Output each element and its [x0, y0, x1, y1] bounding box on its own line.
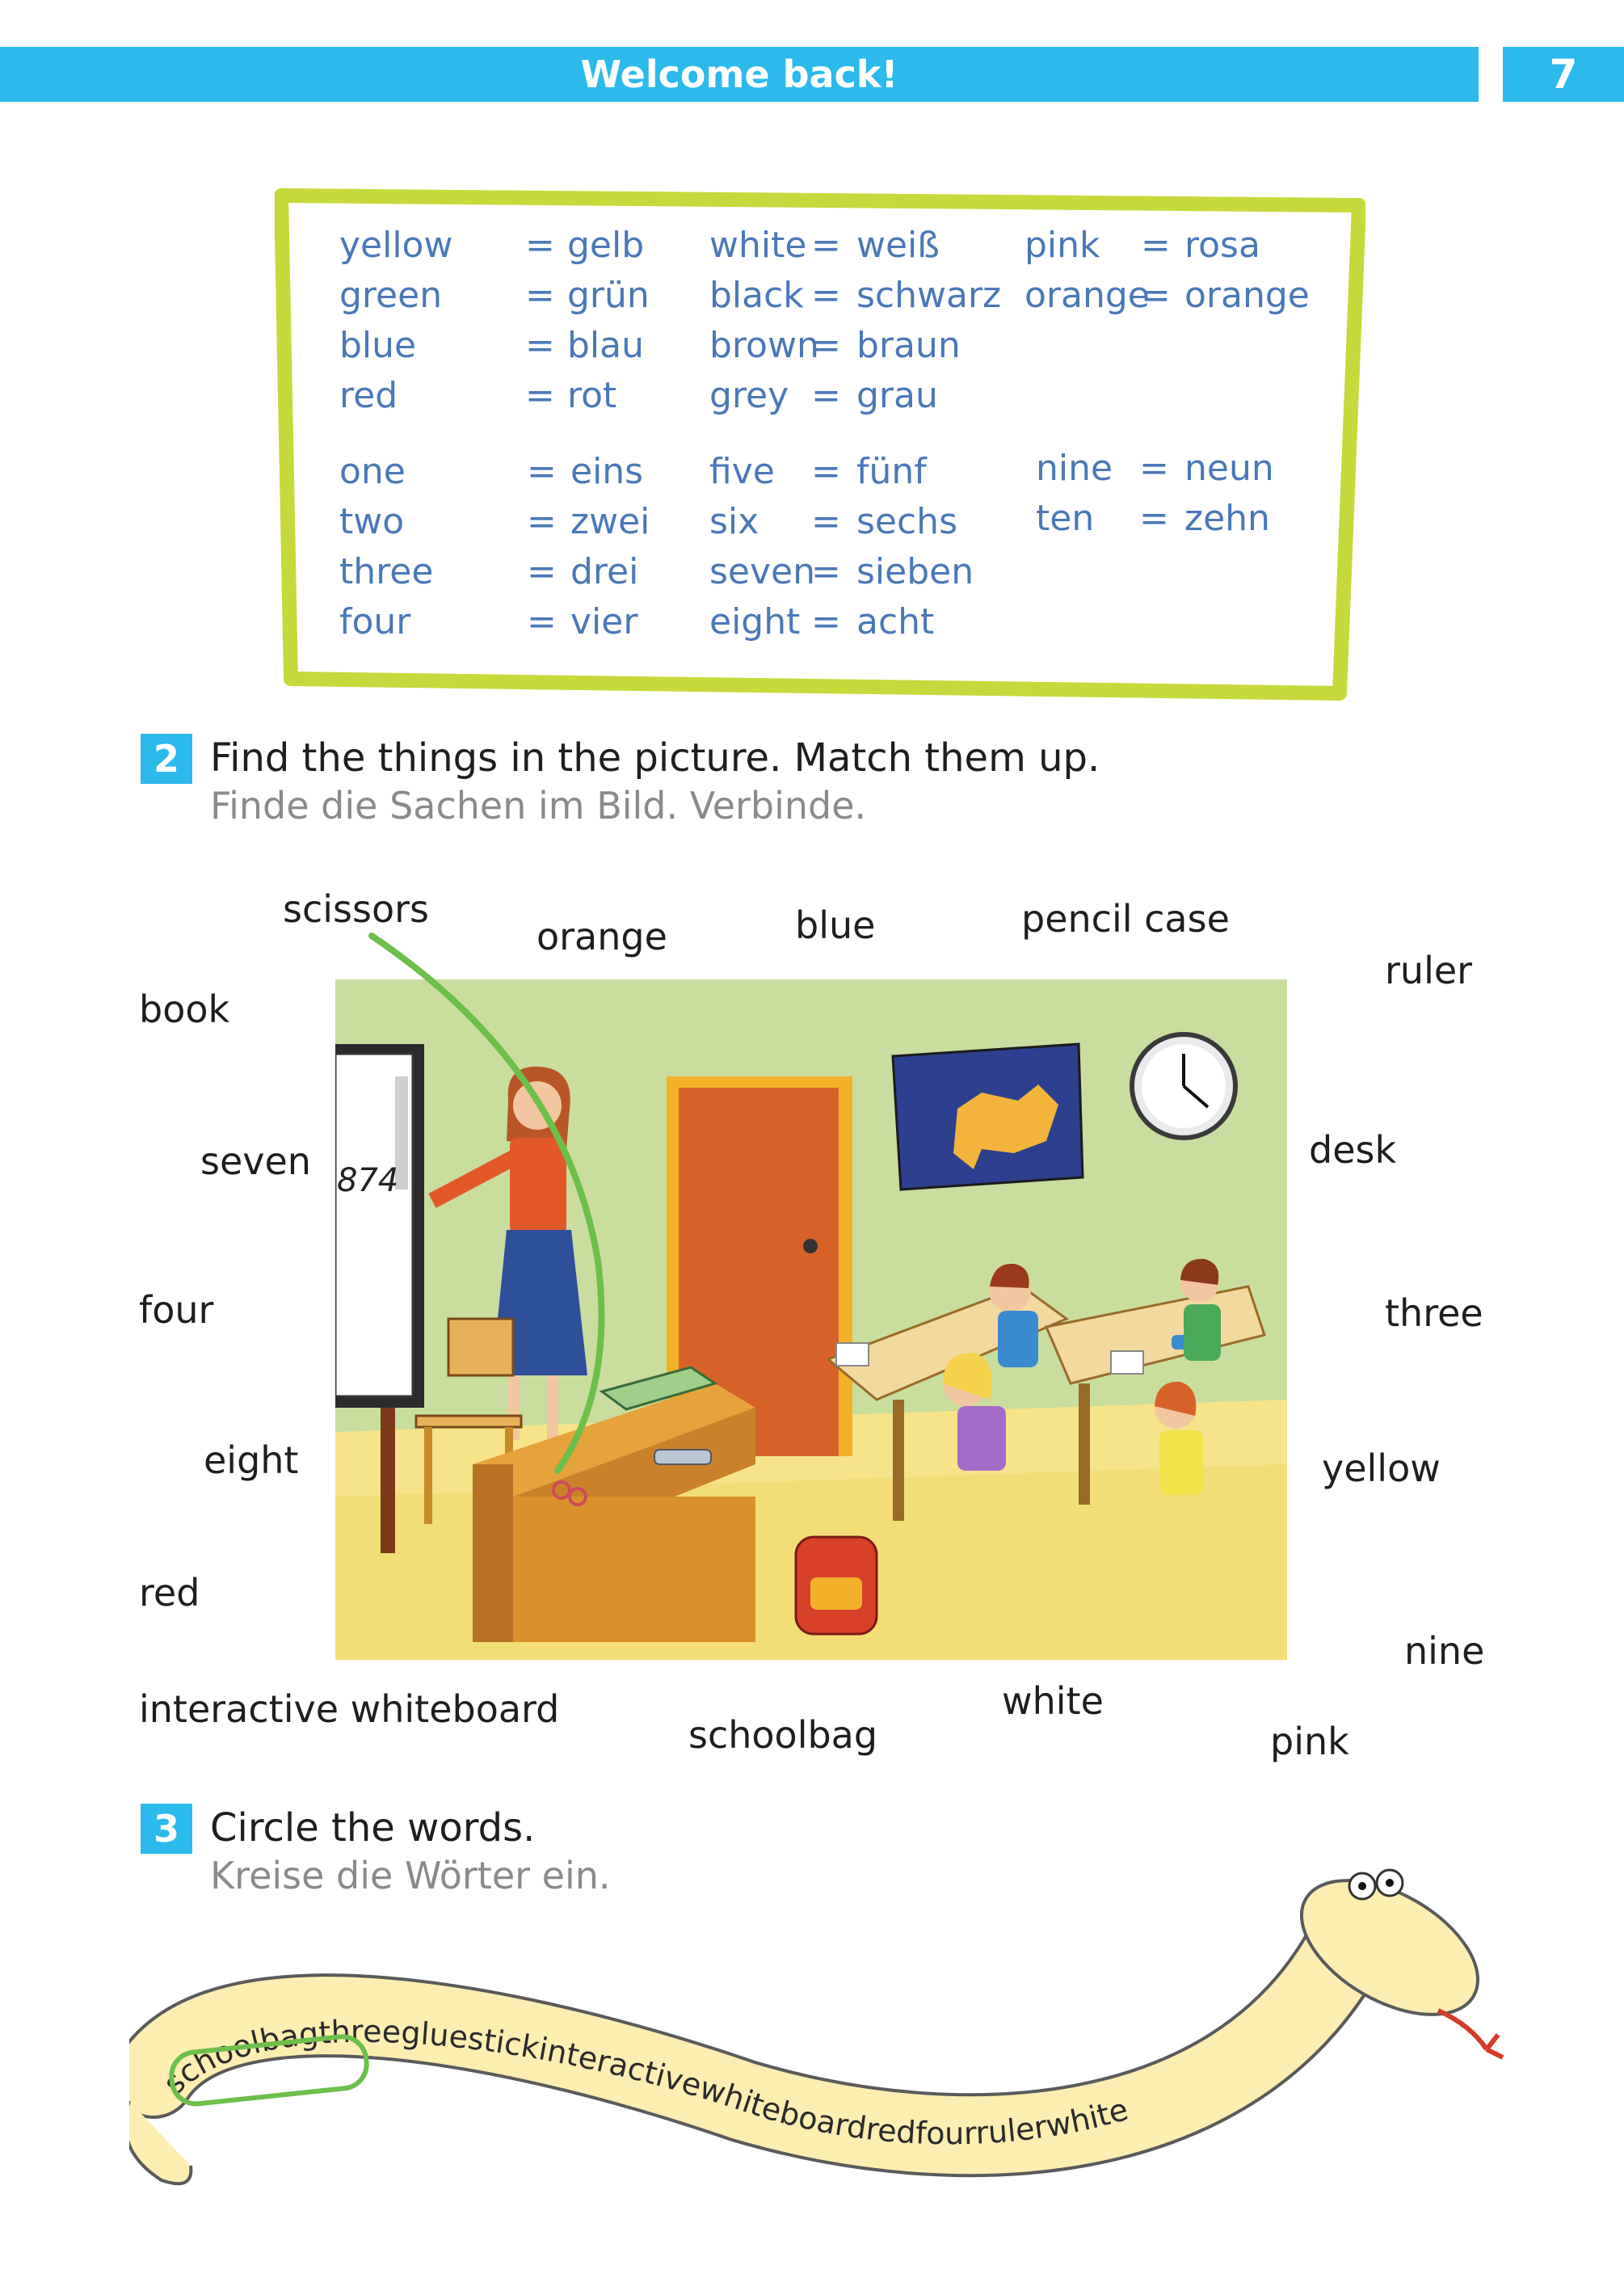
page-number: 7 [1549, 51, 1578, 98]
label-red[interactable]: red [139, 1571, 200, 1615]
vocab-eq: = [811, 451, 841, 492]
vocab-en-nine: nine [1036, 448, 1113, 489]
label-orange[interactable]: orange [536, 915, 667, 958]
vocab-eq: = [1139, 498, 1169, 539]
vocab-eq: = [811, 275, 841, 316]
vocab-en-black: black [709, 275, 804, 316]
vocab-en-grey: grey [709, 375, 789, 416]
vocab-en-brown: brown [709, 325, 819, 366]
vocab-de-braun: braun [856, 325, 961, 366]
label-interactive-whiteboard[interactable]: interactive whiteboard [139, 1687, 560, 1731]
label-seven[interactable]: seven [200, 1139, 311, 1183]
vocab-en-one: one [339, 451, 406, 492]
vocab-de-zehn: zehn [1184, 498, 1270, 539]
label-four[interactable]: four [139, 1288, 214, 1332]
vocab-en-yellow: yellow [339, 225, 453, 266]
label-yellow[interactable]: yellow [1322, 1446, 1441, 1490]
vocab-en-orange: orange [1024, 275, 1150, 316]
vocab-eq: = [1139, 448, 1169, 489]
vocab-de-gelb: gelb [567, 225, 645, 266]
vocab-de-orange: orange [1184, 275, 1310, 316]
vocab-de-weiss: weiß [856, 225, 940, 266]
pencil-case-icon [654, 1450, 711, 1464]
vocab-eq: = [527, 601, 557, 642]
vocab-de-rot: rot [567, 375, 617, 416]
vocab-eq: = [811, 375, 841, 416]
exercise-3-number: 3 [141, 1804, 192, 1854]
vocab-box [275, 184, 1365, 703]
vocab-en-pink: pink [1024, 225, 1100, 266]
vocab-eq: = [811, 225, 841, 266]
clock-icon [1132, 1034, 1235, 1138]
label-white[interactable]: white [1002, 1679, 1104, 1723]
label-three[interactable]: three [1385, 1291, 1483, 1335]
exercise-2-number: 2 [141, 734, 192, 784]
snake-text[interactable]: schoolbagthreegluestickinteractivewhiteboardredfourrulerwhite [156, 2013, 1133, 2152]
vocab-en-eight: eight [709, 601, 801, 642]
vocab-de-vier: vier [570, 601, 638, 642]
vocab-de-eins: eins [570, 451, 644, 492]
vocab-en-green: green [339, 275, 443, 316]
label-ruler[interactable]: ruler [1385, 949, 1473, 992]
exercise-2-title: Find the things in the picture. Match them up. [210, 735, 1100, 781]
board-number: 874 [337, 1162, 399, 1199]
label-blue[interactable]: blue [795, 903, 876, 947]
vocab-eq: = [525, 325, 555, 366]
vocab-eq: = [527, 551, 557, 592]
label-scissors[interactable]: scissors [283, 887, 429, 931]
classroom-illustration [335, 979, 1287, 1660]
vocab-de-zwei: zwei [570, 501, 650, 542]
header-title: Welcome back! [580, 53, 898, 96]
vocab-en-seven: seven [709, 551, 815, 592]
label-nine[interactable]: nine [1404, 1629, 1485, 1673]
vocab-eq: = [811, 325, 841, 366]
schoolbag-icon [796, 1537, 877, 1634]
vocab-de-blau: blau [567, 325, 645, 366]
exercise-3-title: Circle the words. [210, 1805, 536, 1851]
vocab-en-red: red [339, 375, 398, 416]
vocab-de-rosa: rosa [1184, 225, 1260, 266]
label-eight[interactable]: eight [204, 1438, 299, 1482]
vocab-de-gruen: grün [567, 275, 650, 316]
vocab-eq: = [1141, 225, 1171, 266]
vocab-eq: = [1141, 275, 1171, 316]
vocab-de-sechs: sechs [856, 501, 957, 542]
vocab-en-four: four [339, 601, 411, 642]
page-number-badge [1503, 47, 1624, 102]
vocab-eq: = [527, 451, 557, 492]
vocab-de-acht: acht [856, 601, 935, 642]
vocab-eq: = [525, 225, 555, 266]
vocab-de-sieben: sieben [856, 551, 974, 592]
word-snake [129, 1859, 1519, 2198]
exercise-2-subtitle: Finde die Sachen im Bild. Verbinde. [210, 784, 867, 827]
vocab-de-fuenf: fünf [856, 451, 927, 492]
label-schoolbag[interactable]: schoolbag [688, 1713, 878, 1757]
vocab-en-two: two [339, 501, 405, 542]
map-icon [893, 1044, 1083, 1190]
vocab-de-drei: drei [570, 551, 639, 592]
vocab-en-ten: ten [1036, 498, 1095, 539]
vocab-eq: = [811, 551, 841, 592]
vocab-en-white: white [709, 225, 807, 266]
label-desk[interactable]: desk [1309, 1128, 1397, 1172]
vocab-eq: = [811, 601, 841, 642]
vocab-en-five: five [709, 451, 775, 492]
vocab-de-grau: grau [856, 375, 938, 416]
label-book[interactable]: book [139, 987, 230, 1031]
exercise-3-subtitle: Kreise die Wörter ein. [210, 1854, 611, 1897]
vocab-de-neun: neun [1184, 448, 1274, 489]
vocab-eq: = [527, 501, 557, 542]
vocab-en-three: three [339, 551, 434, 592]
vocab-en-blue: blue [339, 325, 417, 366]
vocab-eq: = [811, 501, 841, 542]
vocab-de-schwarz: schwarz [856, 275, 1002, 316]
vocab-en-six: six [709, 501, 759, 542]
page-header [0, 47, 1479, 102]
vocab-eq: = [525, 375, 555, 416]
label-pink[interactable]: pink [1270, 1720, 1349, 1763]
label-pencil-case[interactable]: pencil case [1021, 897, 1230, 941]
vocab-eq: = [525, 275, 555, 316]
